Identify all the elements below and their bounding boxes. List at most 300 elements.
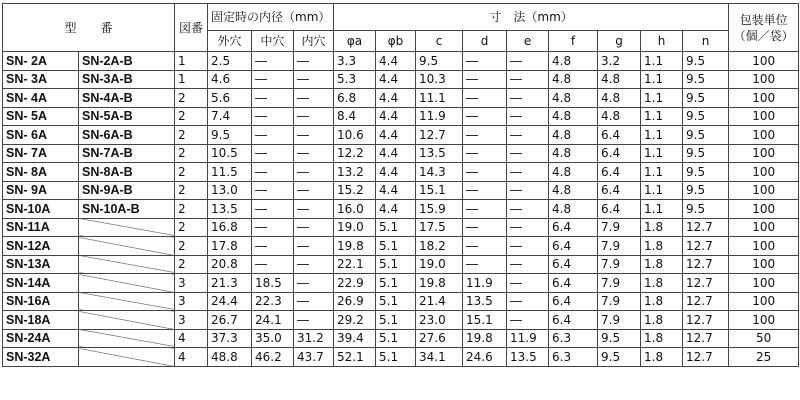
package-cell: 100 — [729, 107, 799, 126]
package-cell: 100 — [729, 274, 799, 293]
model-cell: SN- 6A — [3, 126, 79, 145]
value-cell: 1.1 — [641, 126, 683, 145]
value-cell: ― — [507, 181, 549, 200]
value-cell: 26.7 — [208, 311, 252, 330]
value-cell: 4.8 — [598, 70, 641, 89]
table-row — [3, 52, 799, 71]
value-cell: 23.0 — [416, 311, 463, 330]
header-dim-a: φa — [334, 31, 376, 52]
value-cell: 12.7 — [683, 218, 729, 237]
header-dim-b: φb — [376, 31, 416, 52]
value-cell: 9.5 — [683, 126, 729, 145]
value-cell: 9.5 — [683, 52, 729, 71]
value-cell: 12.7 — [683, 237, 729, 256]
header-dims: 寸 法（mm） — [334, 4, 729, 31]
value-cell: 6.4 — [598, 200, 641, 219]
value-cell: 52.1 — [334, 348, 376, 367]
value-cell: 4.8 — [549, 52, 598, 71]
value-cell: 4.8 — [549, 107, 598, 126]
value-cell: 1.8 — [641, 237, 683, 256]
package-cell: 100 — [729, 311, 799, 330]
value-cell: 19.0 — [416, 255, 463, 274]
model-b-cell — [79, 255, 175, 274]
value-cell: 4.8 — [549, 70, 598, 89]
package-cell: 100 — [729, 144, 799, 163]
value-cell: 7.9 — [598, 218, 641, 237]
value-cell: ― — [463, 181, 507, 200]
model-b-cell: SN-5A-B — [79, 107, 175, 126]
value-cell: 9.5 — [683, 200, 729, 219]
value-cell: 6.8 — [334, 89, 376, 108]
value-cell: 5.1 — [376, 255, 416, 274]
table-row — [3, 237, 799, 256]
value-cell: 9.5 — [598, 348, 641, 367]
value-cell: ― — [463, 144, 507, 163]
value-cell: 26.9 — [334, 292, 376, 311]
value-cell: ― — [294, 274, 334, 293]
table-row — [3, 200, 799, 219]
header-package-line1: 包装単位 — [739, 12, 788, 27]
value-cell: ― — [507, 163, 549, 182]
value-cell: 5.1 — [376, 274, 416, 293]
value-cell: 34.1 — [416, 348, 463, 367]
value-cell: 21.3 — [208, 274, 252, 293]
value-cell: 35.0 — [252, 329, 294, 348]
value-cell: 1.8 — [641, 311, 683, 330]
value-cell: 1.8 — [641, 329, 683, 348]
value-cell: 10.3 — [416, 70, 463, 89]
table-row — [3, 274, 799, 293]
figure-cell: 3 — [175, 311, 208, 330]
figure-cell: 2 — [175, 126, 208, 145]
value-cell: 13.5 — [208, 200, 252, 219]
value-cell: ― — [507, 200, 549, 219]
value-cell: 6.4 — [598, 144, 641, 163]
value-cell: 3.3 — [334, 52, 376, 71]
table-header — [3, 4, 799, 52]
package-cell: 100 — [729, 181, 799, 200]
value-cell: 9.5 — [683, 181, 729, 200]
package-cell: 25 — [729, 348, 799, 367]
figure-cell: 2 — [175, 200, 208, 219]
model-cell: SN- 8A — [3, 163, 79, 182]
value-cell: ― — [252, 237, 294, 256]
value-cell: 1.8 — [641, 292, 683, 311]
value-cell: 19.8 — [334, 237, 376, 256]
value-cell: 43.7 — [294, 348, 334, 367]
header-dim-h: h — [641, 31, 683, 52]
value-cell: ― — [252, 218, 294, 237]
value-cell: ― — [294, 126, 334, 145]
figure-cell: 2 — [175, 163, 208, 182]
value-cell: 11.9 — [463, 274, 507, 293]
value-cell: 5.3 — [334, 70, 376, 89]
value-cell: 37.3 — [208, 329, 252, 348]
value-cell: ― — [294, 237, 334, 256]
model-cell: SN-12A — [3, 237, 79, 256]
model-b-cell: SN-8A-B — [79, 163, 175, 182]
model-cell: SN-10A — [3, 200, 79, 219]
package-cell: 100 — [729, 218, 799, 237]
value-cell: 10.6 — [334, 126, 376, 145]
model-cell: SN- 4A — [3, 89, 79, 108]
value-cell: 9.5 — [208, 126, 252, 145]
package-cell: 50 — [729, 329, 799, 348]
table-row — [3, 163, 799, 182]
header-row-1 — [3, 4, 799, 31]
value-cell: ― — [507, 52, 549, 71]
value-cell: 1.1 — [641, 144, 683, 163]
value-cell: ― — [463, 237, 507, 256]
value-cell: 4.4 — [376, 107, 416, 126]
value-cell: 9.5 — [683, 144, 729, 163]
value-cell: 6.4 — [549, 255, 598, 274]
value-cell: 4.8 — [549, 200, 598, 219]
header-inner-inner: 内穴 — [294, 31, 334, 52]
package-cell: 100 — [729, 255, 799, 274]
value-cell: 6.4 — [598, 163, 641, 182]
value-cell: 12.7 — [683, 311, 729, 330]
value-cell: 4.4 — [376, 52, 416, 71]
model-cell: SN-11A — [3, 218, 79, 237]
value-cell: ― — [507, 126, 549, 145]
package-cell: 100 — [729, 200, 799, 219]
value-cell: 13.2 — [334, 163, 376, 182]
value-cell: ― — [507, 311, 549, 330]
value-cell: 15.1 — [463, 311, 507, 330]
value-cell: ― — [507, 255, 549, 274]
value-cell: 4.8 — [549, 126, 598, 145]
value-cell: 11.5 — [208, 163, 252, 182]
value-cell: ― — [507, 274, 549, 293]
spec-table — [2, 3, 799, 367]
header-figure: 図番 — [175, 4, 208, 52]
header-dim-d: d — [463, 31, 507, 52]
model-cell: SN-24A — [3, 329, 79, 348]
value-cell: 4.8 — [598, 89, 641, 108]
value-cell: 6.3 — [549, 348, 598, 367]
package-cell: 100 — [729, 52, 799, 71]
table-row — [3, 218, 799, 237]
value-cell: 1.8 — [641, 274, 683, 293]
value-cell: 13.0 — [208, 181, 252, 200]
value-cell: 4.8 — [549, 181, 598, 200]
value-cell: 4.4 — [376, 200, 416, 219]
value-cell: 11.9 — [507, 329, 549, 348]
value-cell: 4.4 — [376, 181, 416, 200]
table-row — [3, 107, 799, 126]
figure-cell: 3 — [175, 292, 208, 311]
value-cell: ― — [463, 70, 507, 89]
figure-cell: 2 — [175, 237, 208, 256]
value-cell: ― — [252, 163, 294, 182]
model-cell: SN-18A — [3, 311, 79, 330]
model-b-cell — [79, 274, 175, 293]
figure-cell: 4 — [175, 329, 208, 348]
model-cell: SN- 9A — [3, 181, 79, 200]
package-cell: 100 — [729, 237, 799, 256]
package-cell: 100 — [729, 292, 799, 311]
figure-cell: 2 — [175, 255, 208, 274]
value-cell: 1.8 — [641, 348, 683, 367]
value-cell: 5.1 — [376, 218, 416, 237]
value-cell: 1.8 — [641, 218, 683, 237]
value-cell: 24.4 — [208, 292, 252, 311]
value-cell: ― — [463, 255, 507, 274]
value-cell: 2.5 — [208, 52, 252, 71]
value-cell: 1.8 — [641, 255, 683, 274]
value-cell: 22.9 — [334, 274, 376, 293]
value-cell: ― — [463, 200, 507, 219]
value-cell: 14.3 — [416, 163, 463, 182]
model-b-cell: SN-7A-B — [79, 144, 175, 163]
package-cell: 100 — [729, 163, 799, 182]
value-cell: 6.4 — [549, 292, 598, 311]
value-cell: 27.6 — [416, 329, 463, 348]
value-cell: 1.1 — [641, 200, 683, 219]
value-cell: 12.7 — [683, 329, 729, 348]
value-cell: 15.9 — [416, 200, 463, 219]
model-b-cell: SN-2A-B — [79, 52, 175, 71]
value-cell: ― — [252, 107, 294, 126]
package-cell: 100 — [729, 89, 799, 108]
value-cell: ― — [294, 292, 334, 311]
figure-cell: 1 — [175, 70, 208, 89]
table-row — [3, 126, 799, 145]
value-cell: 4.8 — [549, 144, 598, 163]
value-cell: ― — [252, 255, 294, 274]
value-cell: ― — [294, 163, 334, 182]
value-cell: 4.4 — [376, 126, 416, 145]
value-cell: 5.1 — [376, 311, 416, 330]
value-cell: ― — [463, 218, 507, 237]
value-cell: 7.9 — [598, 311, 641, 330]
model-cell: SN-32A — [3, 348, 79, 367]
value-cell: 24.6 — [463, 348, 507, 367]
table-body — [3, 52, 799, 367]
value-cell: ― — [463, 107, 507, 126]
header-dim-e: e — [507, 31, 549, 52]
value-cell: ― — [294, 218, 334, 237]
value-cell: 4.8 — [598, 107, 641, 126]
value-cell: 46.2 — [252, 348, 294, 367]
value-cell: 19.8 — [416, 274, 463, 293]
value-cell: 13.5 — [463, 292, 507, 311]
model-b-cell — [79, 237, 175, 256]
model-b-cell: SN-3A-B — [79, 70, 175, 89]
value-cell: ― — [294, 255, 334, 274]
model-cell: SN-13A — [3, 255, 79, 274]
value-cell: 6.4 — [549, 237, 598, 256]
value-cell: 8.4 — [334, 107, 376, 126]
value-cell: ― — [294, 144, 334, 163]
model-cell: SN- 5A — [3, 107, 79, 126]
value-cell: 6.3 — [549, 329, 598, 348]
value-cell: 19.8 — [463, 329, 507, 348]
figure-cell: 2 — [175, 144, 208, 163]
value-cell: 24.1 — [252, 311, 294, 330]
figure-cell: 2 — [175, 181, 208, 200]
value-cell: 1.1 — [641, 52, 683, 71]
value-cell: 18.2 — [416, 237, 463, 256]
header-inner-middle: 中穴 — [252, 31, 294, 52]
value-cell: 21.4 — [416, 292, 463, 311]
table-row — [3, 311, 799, 330]
value-cell: ― — [252, 200, 294, 219]
value-cell: 11.1 — [416, 89, 463, 108]
value-cell: 15.2 — [334, 181, 376, 200]
value-cell: 7.4 — [208, 107, 252, 126]
value-cell: 7.9 — [598, 255, 641, 274]
table-row — [3, 144, 799, 163]
value-cell: ― — [294, 311, 334, 330]
value-cell: 4.4 — [376, 70, 416, 89]
header-inner-dia: 固定時の内径（mm） — [208, 4, 334, 31]
figure-cell: 4 — [175, 348, 208, 367]
model-cell: SN- 7A — [3, 144, 79, 163]
value-cell: ― — [507, 292, 549, 311]
value-cell: 6.4 — [598, 126, 641, 145]
figure-cell: 3 — [175, 274, 208, 293]
value-cell: 16.0 — [334, 200, 376, 219]
value-cell: 9.5 — [683, 163, 729, 182]
header-dim-g: g — [598, 31, 641, 52]
value-cell: 6.4 — [598, 181, 641, 200]
value-cell: ― — [252, 89, 294, 108]
value-cell: 3.2 — [598, 52, 641, 71]
model-b-cell: SN-10A-B — [79, 200, 175, 219]
figure-cell: 1 — [175, 52, 208, 71]
value-cell: ― — [463, 52, 507, 71]
value-cell: 11.9 — [416, 107, 463, 126]
model-cell: SN- 2A — [3, 52, 79, 71]
header-package — [729, 4, 799, 52]
model-cell: SN- 3A — [3, 70, 79, 89]
value-cell: ― — [463, 163, 507, 182]
value-cell: 6.4 — [549, 218, 598, 237]
figure-cell: 2 — [175, 218, 208, 237]
value-cell: 39.4 — [334, 329, 376, 348]
value-cell: 12.7 — [416, 126, 463, 145]
value-cell: 9.5 — [416, 52, 463, 71]
value-cell: 7.9 — [598, 237, 641, 256]
model-b-cell: SN-6A-B — [79, 126, 175, 145]
value-cell: 15.1 — [416, 181, 463, 200]
value-cell: 12.2 — [334, 144, 376, 163]
value-cell: 12.7 — [683, 348, 729, 367]
package-cell: 100 — [729, 70, 799, 89]
value-cell: 20.8 — [208, 255, 252, 274]
value-cell: ― — [507, 218, 549, 237]
value-cell: ― — [252, 52, 294, 71]
value-cell: 4.4 — [376, 144, 416, 163]
model-cell: SN-14A — [3, 274, 79, 293]
value-cell: ― — [507, 70, 549, 89]
value-cell: ― — [294, 52, 334, 71]
value-cell: 1.1 — [641, 181, 683, 200]
model-b-cell — [79, 311, 175, 330]
value-cell: 4.4 — [376, 89, 416, 108]
value-cell: 12.7 — [683, 292, 729, 311]
header-inner-outer: 外穴 — [208, 31, 252, 52]
value-cell: 18.5 — [252, 274, 294, 293]
table-row — [3, 70, 799, 89]
model-b-cell — [79, 329, 175, 348]
value-cell: ― — [507, 144, 549, 163]
value-cell: ― — [507, 237, 549, 256]
value-cell: 4.6 — [208, 70, 252, 89]
value-cell: ― — [463, 126, 507, 145]
value-cell: ― — [294, 181, 334, 200]
value-cell: 5.1 — [376, 348, 416, 367]
header-dim-f: f — [549, 31, 598, 52]
value-cell: ― — [463, 89, 507, 108]
header-model: 型 番 — [3, 4, 175, 52]
value-cell: 12.7 — [683, 274, 729, 293]
value-cell: ― — [294, 70, 334, 89]
model-b-cell: SN-4A-B — [79, 89, 175, 108]
header-package-line2: （個／袋） — [733, 28, 794, 43]
model-b-cell — [79, 218, 175, 237]
value-cell: ― — [252, 126, 294, 145]
figure-cell: 2 — [175, 89, 208, 108]
model-b-cell — [79, 292, 175, 311]
value-cell: ― — [507, 89, 549, 108]
value-cell: 29.2 — [334, 311, 376, 330]
value-cell: 9.5 — [683, 70, 729, 89]
value-cell: 6.4 — [549, 274, 598, 293]
model-b-cell — [79, 348, 175, 367]
model-cell: SN-16A — [3, 292, 79, 311]
value-cell: 1.1 — [641, 89, 683, 108]
value-cell: ― — [294, 89, 334, 108]
value-cell: 9.5 — [598, 329, 641, 348]
table-row — [3, 348, 799, 367]
table-row — [3, 181, 799, 200]
value-cell: 22.1 — [334, 255, 376, 274]
value-cell: 4.8 — [549, 163, 598, 182]
value-cell: ― — [294, 200, 334, 219]
value-cell: 5.1 — [376, 237, 416, 256]
header-dim-n: n — [683, 31, 729, 52]
value-cell: 9.5 — [683, 107, 729, 126]
value-cell: 6.4 — [549, 311, 598, 330]
value-cell: 17.5 — [416, 218, 463, 237]
value-cell: 7.9 — [598, 292, 641, 311]
value-cell: 5.6 — [208, 89, 252, 108]
value-cell: 12.7 — [683, 255, 729, 274]
value-cell: 13.5 — [416, 144, 463, 163]
value-cell: 1.1 — [641, 163, 683, 182]
value-cell: ― — [507, 107, 549, 126]
table-row — [3, 292, 799, 311]
table-row — [3, 89, 799, 108]
value-cell: 48.8 — [208, 348, 252, 367]
model-b-cell: SN-9A-B — [79, 181, 175, 200]
value-cell: 17.8 — [208, 237, 252, 256]
value-cell: 10.5 — [208, 144, 252, 163]
value-cell: 13.5 — [507, 348, 549, 367]
header-dim-c: c — [416, 31, 463, 52]
package-cell: 100 — [729, 126, 799, 145]
value-cell: 19.0 — [334, 218, 376, 237]
value-cell: 1.1 — [641, 107, 683, 126]
value-cell: 7.9 — [598, 274, 641, 293]
value-cell: 31.2 — [294, 329, 334, 348]
value-cell: 1.1 — [641, 70, 683, 89]
value-cell: ― — [252, 70, 294, 89]
figure-cell: 2 — [175, 107, 208, 126]
